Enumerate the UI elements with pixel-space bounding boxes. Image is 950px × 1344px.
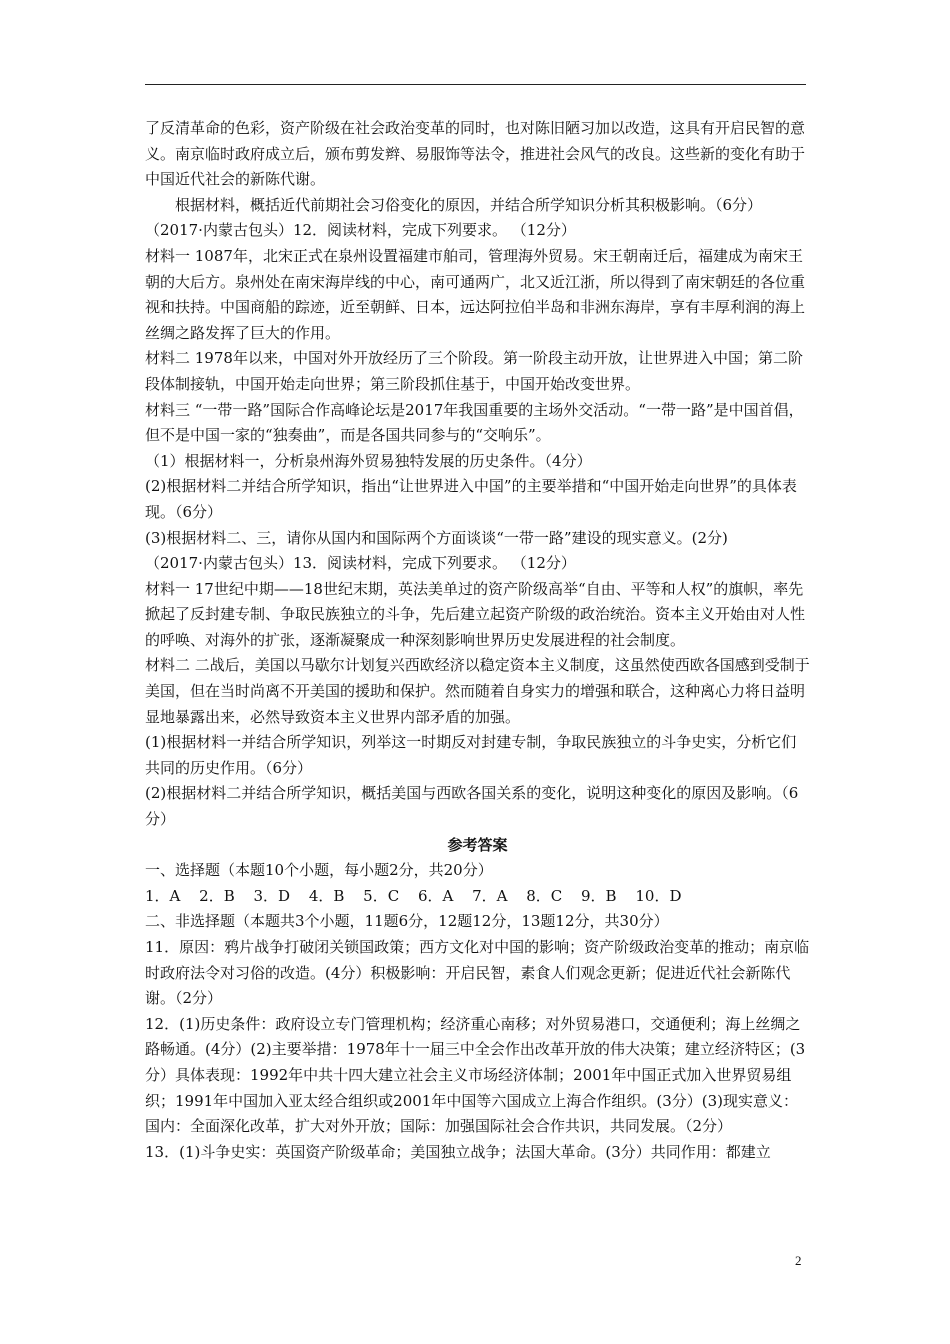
material-paragraph: 材料一 1087年，北宋正式在泉州设置福建市舶司，管理海外贸易。宋王朝南迁后，福建成为南宋王朝的大后方。泉州处在南宋海岸线的中心，南可通两广，北又近江浙，所以得到了南宋朝廷的各位重视和扶持。中国商船的踪迹，近至朝鲜、日本，远达阿拉伯半岛和非洲东海岸，享有丰厚利润的海上丝绸之路发挥了巨大的作用。 — [145, 246, 806, 342]
question-header: （2017·内蒙古包头）13．阅读材料，完成下列要求。 （12分） — [145, 554, 576, 573]
document-body — [145, 116, 810, 1165]
sub-question: (1)根据材料一并结合所学知识，列举这一时期反对封建专制，争取民族独立的斗争史实，分析它们共同的历史作用。（6分） — [145, 733, 797, 777]
answer-line: 一、选择题（本题10个小题，每小题2分，共20分） — [145, 861, 493, 880]
sub-question: （1）根据材料一，分析泉州海外贸易独特发展的历史条件。（4分） — [145, 451, 592, 470]
sub-question: (2)根据材料二并结合所学知识，指出“让世界进入中国”的主要举措和“中国开始走向世界”的具体表现。（6分） — [145, 477, 797, 521]
answer-line: 12．(1)历史条件：政府设立专门管理机构；经济重心南移；对外贸易港口，交通便利；海上丝绸之路畅通。(4分）(2)主要举措：1978年十一届三中全会作出改革开放的伟大决策；建立经济特区；(3分）具体表现：1992年中共十四大建立社会主义市场经济体制；2001年中国正式加入世界贸易组织；1991年中国加入亚太经合组织或2001年中国等六国成立上海合作组织。(3分）(3)现实意义：国内：全面深化改革，扩大对外开放；国际：加强国际社会合作共识，共同发展。（2分） — [145, 1014, 806, 1136]
question-header: （2017·内蒙古包头）12．阅读材料，完成下列要求。 （12分） — [145, 221, 576, 240]
answer-line: 二、非选择题（本题共3个小题，11题6分，12题12分，13题12分，共30分） — [145, 912, 669, 931]
answer-line: 13．(1)斗争史实：英国资产阶级革命；美国独立战争；法国大革命。(3分）共同作用：都建立 — [145, 1142, 771, 1161]
question-prompt: 根据材料，概括近代前期社会习俗变化的原因，并结合所学知识分析其积极影响。（6分） — [175, 195, 763, 214]
sub-question: (3)根据材料二、三，请你从国内和国际两个方面谈谈“一带一路”建设的现实意义。(2分) — [145, 528, 728, 547]
material-paragraph: 材料三 “一带一路”国际合作高峰论坛是2017年我国重要的主场外交活动。“一带一路”是中国首倡，但不是中国一家的“独奏曲”，而是各国共同参与的“交响乐”。 — [145, 400, 804, 445]
page-number: 2 — [795, 1253, 802, 1268]
material-paragraph: 材料二 1978年以来，中国对外开放经历了三个阶段。第一阶段主动开放，让世界进入中国；第二阶段体制接轨，中国开始走向世界；第三阶段抓住基于，中国开始改变世界。 — [145, 349, 803, 393]
answer-heading: 参考答案 — [447, 835, 508, 854]
answer-line: 11．原因：鸦片战争打破闭关锁国政策；西方文化对中国的影响；资产阶级政治变革的推动；南京临时政府法令对习俗的改造。(4分）积极影响：开启民智，素食人们观念更新；促进近代社会新陈代谢。（2分） — [145, 938, 810, 1008]
paragraph: 了反清革命的色彩，资产阶级在社会政治变革的同时，也对陈旧陋习加以改造，这具有开启民智的意义。南京临时政府成立后，颁布剪发辫、易服饰等法令，推进社会风气的改良。这些新的变化有助于中国近代社会的新陈代谢。 — [145, 119, 806, 189]
header-rule — [145, 84, 806, 85]
material-paragraph: 材料二 二战后，美国以马歇尔计划复兴西欧经济以稳定资本主义制度，这虽然使西欧各国感到受制于美国，但在当时尚离不开美国的援助和保护。然而随着自身实力的增强和联合，这种离心力将日益明显地暴露出来，必然导致资本主义世界内部矛盾的加强。 — [145, 656, 810, 726]
material-paragraph: 材料一 17世纪中期——18世纪末期，英法美单过的资产阶级高举“自由、平等和人权”的旗帜，率先掀起了反封建专制、争取民族独立的斗争，先后建立起资产阶级的政治统治。资本主义开始由对人性的呼唤、对海外的扩张，逐渐凝聚成一种深刻影响世界历史发展进程的社会制度。 — [145, 579, 806, 649]
answer-line: 1．A 2．B 3．D 4．B 5．C 6．A 7．A 8．C 9．B 10．D — [145, 886, 682, 905]
sub-question: (2)根据材料二并结合所学知识，概括美国与西欧各国关系的变化，说明这种变化的原因及影响。（6分） — [145, 784, 799, 829]
